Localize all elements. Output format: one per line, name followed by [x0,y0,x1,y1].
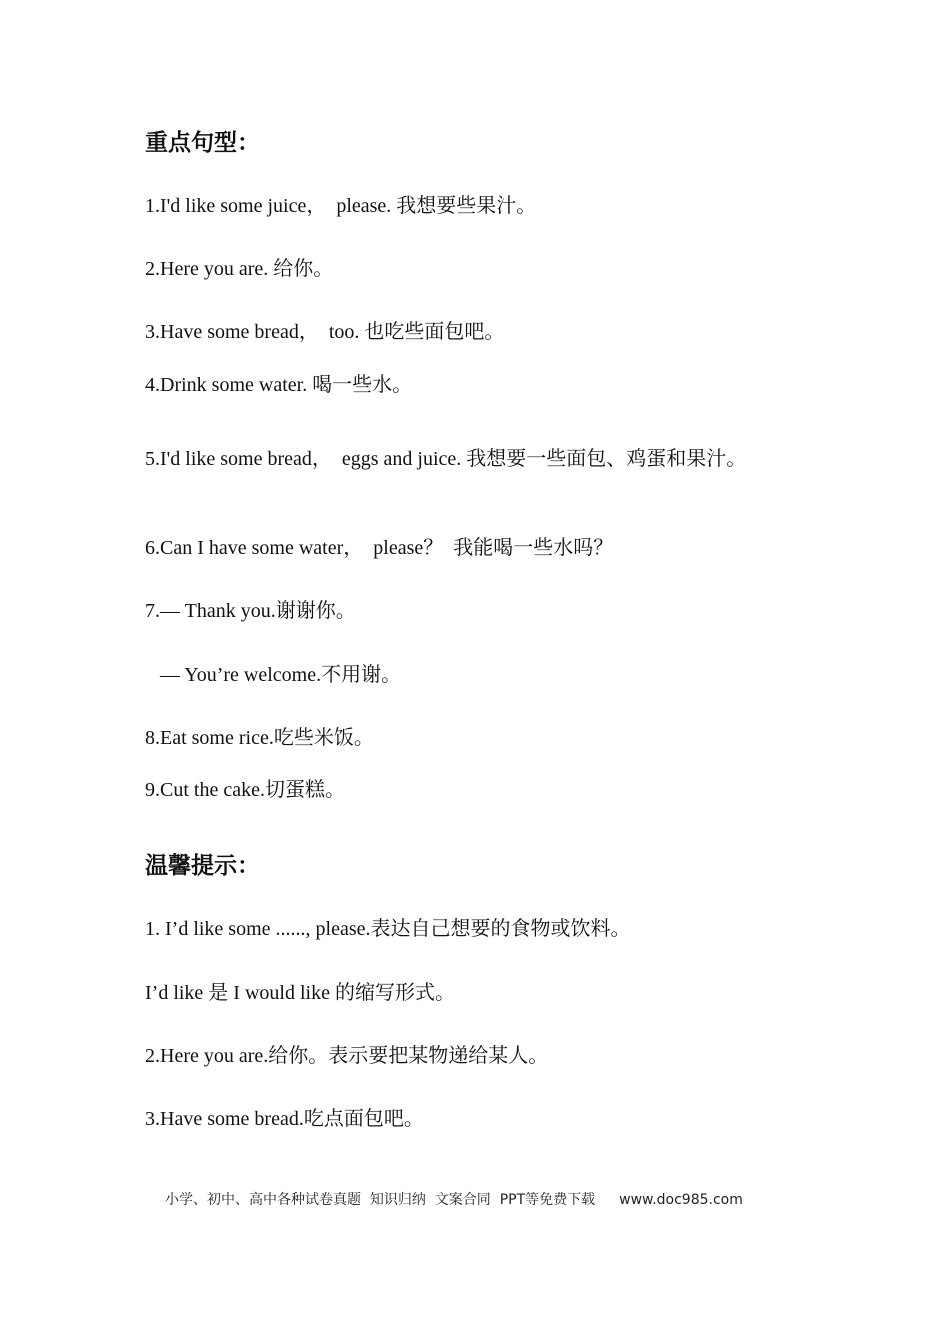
sentence-line-5: 5.I'd like some bread， eggs and juice. 我想要一些面包、鸡蛋和果汁。 [145,448,747,470]
tip-line-3: 2.Here you are.给你。表示要把某物递给某人。 [145,1045,549,1067]
sentence-line-7: 7.— Thank you.谢谢你。 [145,600,356,622]
sentence-line-2: 2.Here you are. 给你。 [145,258,334,280]
sentence-line-8: 8.Eat some rice.吃些米饭。 [145,727,374,749]
section-heading-key-sentences: 重点句型： [145,130,260,156]
sentence-line-7-reply: — You’re welcome.不用谢。 [145,664,402,686]
sentence-line-1: 1.I'd like some juice， please. 我想要些果汁。 [145,195,537,217]
section-heading-tips: 温馨提示： [145,853,260,879]
sentence-line-9: 9.Cut the cake.切蛋糕。 [145,779,345,801]
sentence-line-4: 4.Drink some water. 喝一些水。 [145,374,413,396]
footer-text: 小学、初中、高中各种试卷真题 知识归纳 文案合同 PPT等免费下载 [165,1192,596,1208]
footer-site-link[interactable]: www.doc985.com [619,1192,743,1208]
tip-line-2: I’d like 是 I would like 的缩写形式。 [145,982,455,1004]
tip-line-4: 3.Have some bread.吃点面包吧。 [145,1108,424,1130]
sentence-line-3: 3.Have some bread， too. 也吃些面包吧。 [145,321,505,343]
sentence-line-6: 6.Can I have some water， please？ 我能喝一些水吗？ [145,537,614,559]
page-footer [165,1190,743,1210]
tip-line-1: 1. I’d like some ......, please.表达自己想要的食物或饮料。 [145,918,631,940]
